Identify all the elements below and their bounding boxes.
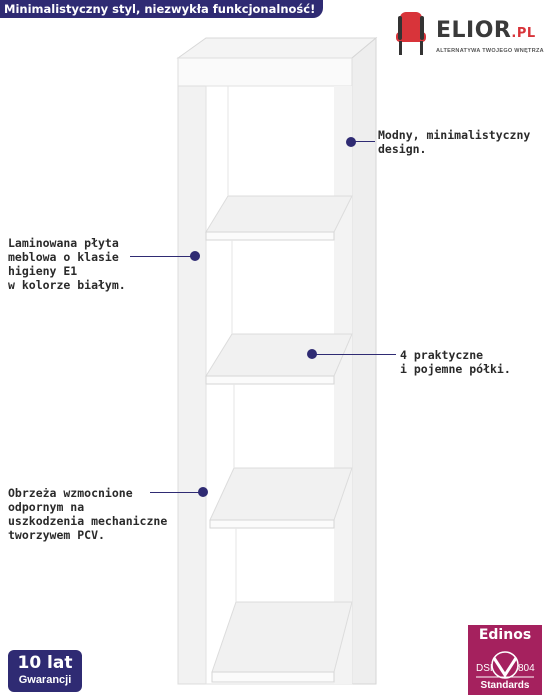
pointer-dot-shelves [307, 349, 317, 359]
annotation-line: 4 praktyczne [400, 348, 484, 362]
annotation-edges [8, 486, 167, 542]
shelf-4 [212, 602, 352, 672]
certificate-label: Standards [480, 680, 530, 691]
leader-line-edges [150, 492, 200, 493]
annotation-board [8, 236, 126, 292]
logo-suffix: .PL [511, 26, 536, 41]
logo-name: ELIOR [436, 18, 512, 43]
headline-banner: Minimalistyczny styl, niezwykła funkcjonalność! [0, 0, 323, 18]
annotation-design [378, 128, 530, 156]
warranty-years: 10 lat [17, 653, 73, 673]
certificate-left-text: DSI [476, 663, 493, 674]
annotation-line: Laminowana płyta [8, 236, 119, 250]
annotation-line: design. [378, 142, 427, 156]
warranty-badge [8, 650, 82, 692]
certificate-badge [468, 625, 542, 695]
certificate-code: 804 [518, 663, 535, 674]
annotation-line: uszkodzenia mechaniczne [8, 514, 168, 528]
shelf-3 [210, 468, 352, 520]
pointer-dot-edges [198, 487, 208, 497]
leader-line-design [355, 141, 375, 142]
annotation-line: Obrzeża wzmocnione [8, 486, 133, 500]
leader-line-shelves [316, 354, 396, 355]
certificate-brand: Edinos [478, 627, 532, 643]
annotation-line: tworzywem PCV. [8, 528, 105, 542]
warranty-label: Gwarancji [18, 674, 72, 686]
shelf-1 [206, 196, 352, 232]
shelf-2 [206, 334, 352, 376]
pointer-dot-board [190, 251, 200, 261]
pointer-dot-design [346, 137, 356, 147]
annotation-line: Modny, minimalistyczny [378, 128, 531, 142]
annotation-line: meblowa o klasie [8, 250, 119, 264]
annotation-line: w kolorze białym. [8, 278, 126, 292]
annotation-shelves [400, 348, 511, 376]
leader-line-board [130, 256, 192, 257]
logo-tagline: ALTERNATYWA TWOJEGO WNĘTRZA [436, 48, 544, 54]
annotation-line: odpornym na [8, 500, 85, 514]
annotation-line: i pojemne półki. [400, 362, 511, 376]
annotation-line: higieny E1 [8, 264, 78, 278]
